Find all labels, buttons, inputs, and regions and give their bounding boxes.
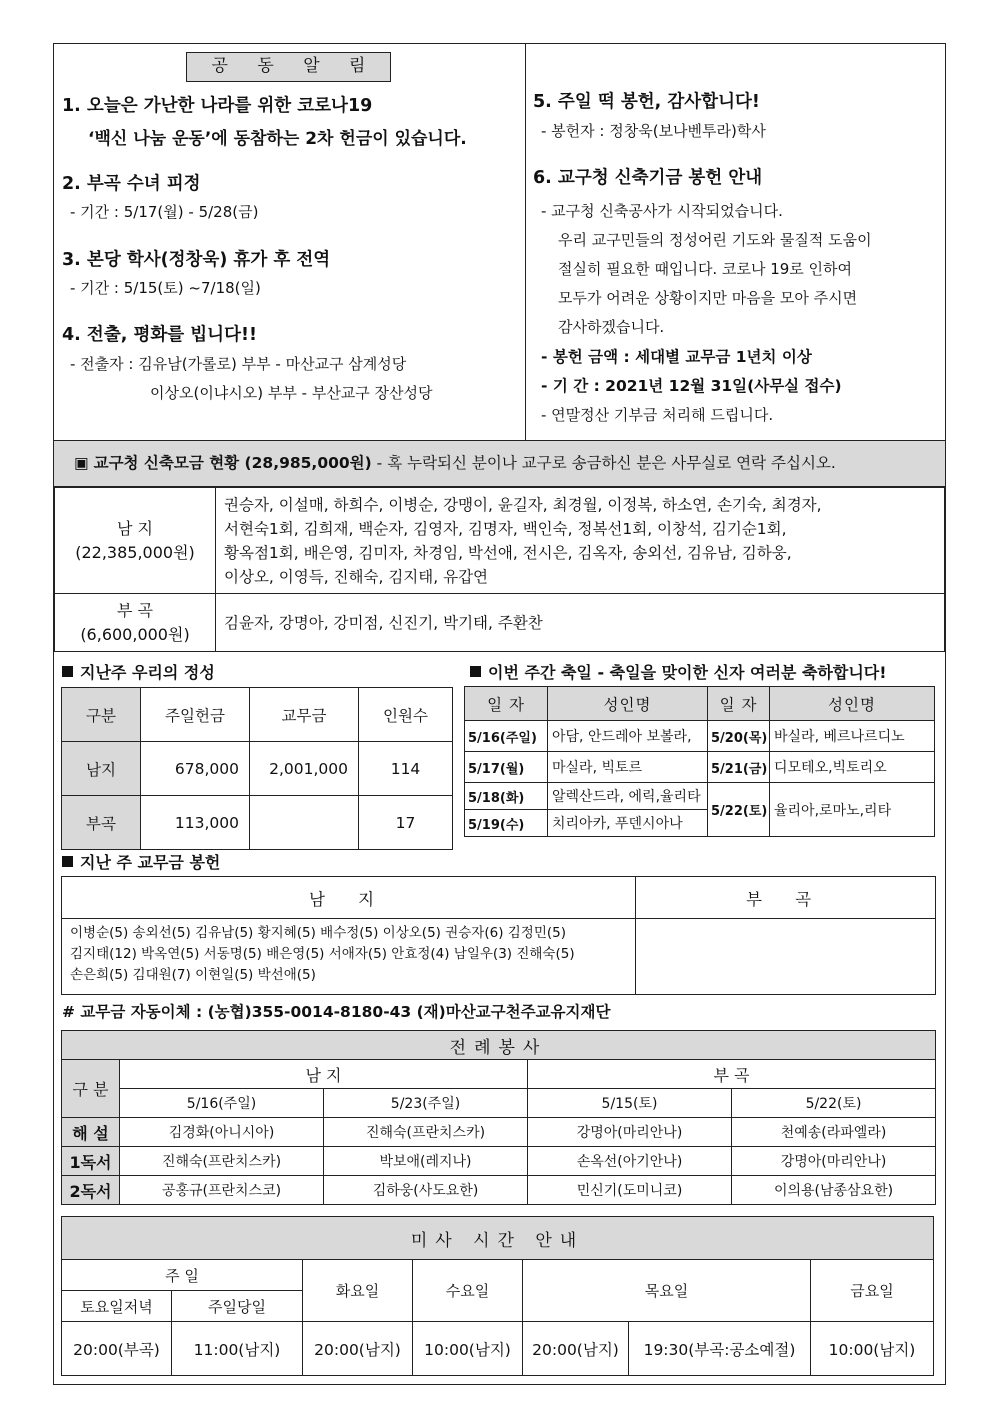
notice-2-detail: - 기간 : 5/17(월) - 5/28(금) bbox=[70, 203, 259, 221]
feast-date: 5/16(주일) bbox=[465, 721, 548, 752]
square-bullet-icon bbox=[62, 666, 73, 677]
donor-namji-line: 권승자, 이설매, 하희수, 이병순, 강맹이, 윤길자, 최경월, 이정복, 하소연, 손기숙, 최경자, bbox=[224, 495, 822, 514]
dues-namji-list bbox=[62, 919, 636, 995]
service-role: 1독서 bbox=[62, 1147, 120, 1176]
notice-6-amount: - 봉헌 금액 : 세대별 교무금 1년치 이상 bbox=[541, 348, 812, 366]
notice-6-line1: - 교구청 신축공사가 시작되었습니다. bbox=[541, 202, 783, 220]
feast-date: 5/21(금) bbox=[708, 752, 770, 783]
service-gubun: 구 분 bbox=[62, 1060, 120, 1118]
service-person: 강명아(마리안나) bbox=[732, 1147, 936, 1176]
donor-namji-names bbox=[216, 488, 945, 594]
dues-line: 이병순(5) 송외선(5) 김유남(5) 황지혜(5) 배수정(5) 이상오(5) 권승자(6) 김정민(5) bbox=[70, 925, 567, 941]
notice-4-detail2: 이상오(이냐시오) 부부 - 부산교구 장산성당 bbox=[150, 384, 433, 402]
feast-header: 일 자 bbox=[465, 687, 548, 721]
service-role: 해 설 bbox=[62, 1118, 120, 1147]
feast-date: 5/17(월) bbox=[465, 752, 548, 783]
service-person: 이의용(남종삼요한) bbox=[732, 1176, 936, 1205]
dues-bugok-list bbox=[636, 919, 936, 995]
mass-time: 10:00(남지) bbox=[413, 1322, 523, 1376]
feast-header: 성인명 bbox=[770, 687, 935, 721]
offering-heading-text: 지난주 우리의 정성 bbox=[80, 663, 215, 682]
offering-heading bbox=[62, 660, 215, 683]
service-person: 천예송(라파엘라) bbox=[732, 1118, 936, 1147]
donor-bugok-label bbox=[55, 594, 216, 652]
offering-sunday: 113,000 bbox=[141, 796, 250, 850]
feast-date: 5/19(수) bbox=[465, 810, 548, 837]
service-person: 김경화(아니시아) bbox=[120, 1118, 324, 1147]
service-date: 5/23(주일) bbox=[324, 1089, 528, 1118]
notice-6-line5: 감사하겠습니다. bbox=[558, 318, 665, 336]
notice-4-detail1: - 전출자 : 김유남(가롤로) 부부 - 마산교구 삼계성당 bbox=[70, 355, 407, 373]
offering-table bbox=[61, 687, 453, 850]
feast-saints: 아담, 안드레아 보볼라, bbox=[548, 721, 708, 752]
mass-schedule-table bbox=[61, 1216, 934, 1376]
notice-6-line3: 절실히 필요한 때입니다. 코로나 19로 인하여 bbox=[558, 260, 853, 278]
service-person: 강명아(마리안나) bbox=[528, 1118, 732, 1147]
dues-heading bbox=[62, 850, 220, 873]
offering-dues bbox=[250, 796, 359, 850]
offering-header: 구분 bbox=[62, 688, 141, 742]
feast-saints: 알렉산드라, 에릭,율리타 bbox=[548, 783, 708, 810]
donor-namji-line: 이상오, 이영득, 진해숙, 김지태, 유갑연 bbox=[224, 567, 489, 586]
notice-2-title: 2. 부곡 수녀 피정 bbox=[62, 174, 201, 194]
offering-header: 교무금 bbox=[250, 688, 359, 742]
mass-wed-header: 수요일 bbox=[413, 1260, 523, 1322]
feast-date: 5/18(화) bbox=[465, 783, 548, 810]
notice-3-detail: - 기간 : 5/15(토) ~7/18(일) bbox=[70, 279, 261, 297]
notice-4-title: 4. 전출, 평화를 빕니다!! bbox=[62, 325, 257, 345]
notice-6-tax: - 연말정산 기부금 처리해 드립니다. bbox=[541, 406, 774, 424]
dues-namji-header: 남 지 bbox=[62, 877, 636, 919]
notice-6-line2: 우리 교구민들의 정성어린 기도와 물질적 도움이 bbox=[558, 231, 872, 249]
feast-saints: 마실라, 빅토르 bbox=[548, 752, 708, 783]
offering-dues: 2,001,000 bbox=[250, 742, 359, 796]
square-bullet-icon bbox=[62, 856, 73, 867]
offering-header: 인원수 bbox=[359, 688, 453, 742]
feast-header: 일 자 bbox=[708, 687, 770, 721]
donor-bugok-name: 부 곡 bbox=[117, 600, 153, 620]
mass-time: 20:00(남지) bbox=[303, 1322, 413, 1376]
service-namji: 남 지 bbox=[120, 1060, 528, 1089]
donor-bugok-amount: (6,600,000원) bbox=[80, 624, 190, 644]
service-date: 5/16(주일) bbox=[120, 1089, 324, 1118]
donor-namji-amount: (22,385,000원) bbox=[75, 542, 195, 562]
mass-time: 10:00(남지) bbox=[811, 1322, 934, 1376]
service-person: 박보애(레지나) bbox=[324, 1147, 528, 1176]
mass-sunday-header: 주 일 bbox=[62, 1260, 303, 1291]
mass-fri-header: 금요일 bbox=[811, 1260, 934, 1322]
mass-sun-day-header: 주일당일 bbox=[172, 1291, 303, 1322]
dues-line: 김지태(12) 박옥연(5) 서동명(5) 배은영(5) 서애자(5) 안효정(4) 남일우(3) 진해숙(5) bbox=[70, 946, 575, 962]
offering-header: 주일헌금 bbox=[141, 688, 250, 742]
notice-6-period: - 기 간 : 2021년 12월 31일(사무실 접수) bbox=[541, 377, 842, 395]
feast-saints: 율리아,로마노,리타 bbox=[770, 783, 935, 837]
mass-time: 19:30(부곡:공소예절) bbox=[629, 1322, 811, 1376]
notice-title: 공 동 알 림 bbox=[186, 52, 391, 82]
donor-namji-name: 남 지 bbox=[117, 518, 153, 538]
service-person: 진해숙(프란치스카) bbox=[120, 1147, 324, 1176]
feast-header: 성인명 bbox=[548, 687, 708, 721]
notice-1-line1: 1. 오늘은 가난한 나라를 위한 코로나19 bbox=[62, 96, 373, 116]
feast-heading-text: 이번 주간 축일 - 축일을 맞이한 신자 여러분 축하합니다! bbox=[488, 663, 887, 682]
feast-heading bbox=[470, 660, 887, 683]
dues-table bbox=[61, 876, 936, 995]
feast-saints: 디모테오,빅토리오 bbox=[770, 752, 935, 783]
mass-thu-header: 목요일 bbox=[523, 1260, 811, 1322]
mass-sat-eve-header: 토요일저녁 bbox=[62, 1291, 172, 1322]
service-person: 손옥선(아기안나) bbox=[528, 1147, 732, 1176]
offering-row-label: 부곡 bbox=[62, 796, 141, 850]
service-person: 김하웅(사도요한) bbox=[324, 1176, 528, 1205]
service-date: 5/15(토) bbox=[528, 1089, 732, 1118]
mass-tue-header: 화요일 bbox=[303, 1260, 413, 1322]
fund-status: 교구청 신축모금 현황 (28,985,000원) bbox=[93, 454, 372, 472]
fund-note: - 혹 누락되신 분이나 교구로 송금하신 분은 사무실로 연락 주십시오. bbox=[371, 454, 836, 472]
donor-namji-line: 황옥점1회, 배은영, 김미자, 차경임, 박선애, 전시은, 김옥자, 송외선, 김유남, 김하웅, bbox=[224, 543, 792, 562]
feast-saints: 바실라, 베르나르디노 bbox=[770, 721, 935, 752]
feast-saints: 치리아카, 푸덴시아나 bbox=[548, 810, 708, 837]
service-bugok: 부 곡 bbox=[528, 1060, 936, 1089]
column-divider bbox=[525, 43, 526, 440]
service-person: 공홍규(프란치스코) bbox=[120, 1176, 324, 1205]
fund-box-icon: ▣ bbox=[74, 454, 89, 472]
donor-bugok-names: 김윤자, 강명아, 강미점, 신진기, 박기태, 주환찬 bbox=[216, 594, 945, 652]
notice-1-line2: ‘백신 나눔 운동’에 동참하는 2차 헌금이 있습니다. bbox=[88, 129, 467, 149]
donor-table bbox=[54, 487, 945, 652]
service-date: 5/22(토) bbox=[732, 1089, 936, 1118]
feast-table bbox=[464, 686, 935, 837]
mass-time: 20:00(부곡) bbox=[62, 1322, 172, 1376]
service-person: 진해숙(프란치스카) bbox=[324, 1118, 528, 1147]
notice-5-title: 5. 주일 떡 봉헌, 감사합니다! bbox=[533, 92, 760, 112]
service-title: 전례봉사 bbox=[62, 1031, 936, 1060]
offering-count: 17 bbox=[359, 796, 453, 850]
dues-line: 손은희(5) 김대원(7) 이현일(5) 박선애(5) bbox=[70, 967, 316, 983]
notice-3-title: 3. 본당 학사(정창욱) 휴가 후 전역 bbox=[62, 250, 331, 270]
mass-time: 20:00(남지) bbox=[523, 1322, 629, 1376]
service-person: 민신기(도미니코) bbox=[528, 1176, 732, 1205]
notice-5-detail: - 봉헌자 : 정창욱(보나벤투라)학사 bbox=[541, 122, 766, 140]
notice-6-title: 6. 교구청 신축기금 봉헌 안내 bbox=[533, 168, 763, 188]
donor-namji-label bbox=[55, 488, 216, 594]
dues-bugok-header: 부 곡 bbox=[636, 877, 936, 919]
square-bullet-icon bbox=[470, 666, 481, 677]
feast-date: 5/22(토) bbox=[708, 783, 770, 837]
service-role: 2독서 bbox=[62, 1176, 120, 1205]
donor-namji-line: 서현숙1회, 김희재, 백순자, 김영자, 김명자, 백인숙, 정복선1회, 이창석, 김기순1회, bbox=[224, 519, 787, 538]
fund-status-bar bbox=[54, 440, 945, 487]
feast-date: 5/20(목) bbox=[708, 721, 770, 752]
mass-title: 미사 시간 안내 bbox=[62, 1217, 934, 1260]
notice-6-line4: 모두가 어려운 상황이지만 마음을 모아 주시면 bbox=[558, 289, 858, 307]
dues-transfer-account: # 교무금 자동이체 : (농협)355-0014-8180-43 (재)마산교구천주교유지재단 bbox=[62, 1003, 611, 1021]
offering-count: 114 bbox=[359, 742, 453, 796]
offering-row-label: 남지 bbox=[62, 742, 141, 796]
liturgy-service-table bbox=[61, 1030, 936, 1205]
mass-time: 11:00(남지) bbox=[172, 1322, 303, 1376]
dues-heading-text: 지난 주 교무금 봉헌 bbox=[80, 853, 221, 872]
offering-sunday: 678,000 bbox=[141, 742, 250, 796]
